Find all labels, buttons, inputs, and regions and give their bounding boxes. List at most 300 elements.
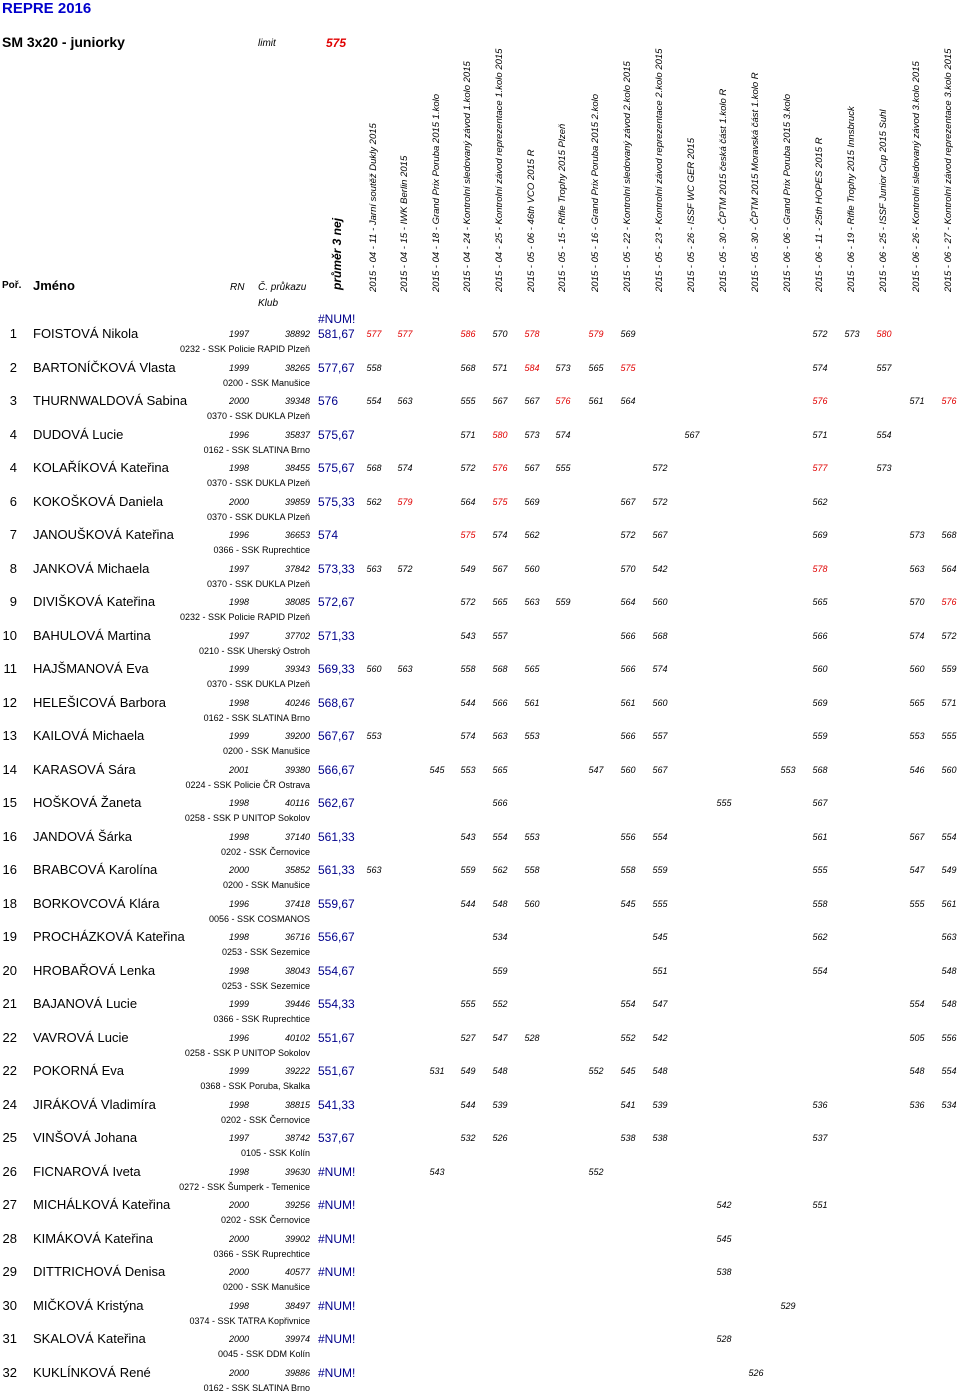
score-cell: 554 (876, 429, 892, 440)
score-cell: 560 (909, 664, 925, 674)
rank-cell: 11 (3, 661, 17, 676)
score-cell: 560 (366, 664, 382, 674)
athlete-name: BORKOVCOVÁ Klára (33, 895, 160, 911)
rank-cell: 6 (9, 493, 17, 509)
birth-year: 2000 (229, 1200, 250, 1210)
competition-header: 2015 - 05 - 15 - Rifle Trophy 2015 Plzeň (557, 123, 568, 292)
score-cell: 562 (366, 496, 382, 507)
score-cell: 565 (492, 597, 508, 607)
score-cell: 579 (588, 329, 604, 339)
competition-header: 2015 - 04 - 24 - Kontrolní sledovaný závod 1.kolo 2015 (462, 61, 473, 292)
score-cell: 560 (524, 898, 540, 909)
score-cell: 564 (620, 597, 636, 607)
athlete-name: VAVROVÁ Lucie (33, 1029, 129, 1045)
score-cell: 531 (429, 1066, 445, 1076)
score-cell: 563 (524, 597, 540, 607)
birth-year: 1997 (229, 329, 250, 339)
card-number: 38742 (285, 1133, 311, 1143)
birth-year: 1999 (229, 664, 250, 674)
birth-year: 1997 (229, 630, 250, 641)
score-cell: 558 (812, 898, 828, 909)
score-cell: 561 (620, 697, 636, 708)
score-cell: 553 (909, 731, 925, 741)
score-cell: 555 (716, 798, 732, 808)
score-cell: 539 (652, 1099, 668, 1110)
score-cell: 574 (460, 731, 476, 741)
score-cell: 558 (524, 865, 540, 875)
athlete-name: KUKLÍNKOVÁ René (33, 1364, 151, 1380)
club-name: 0162 - SSK SLATINA Brno (203, 1382, 310, 1393)
rank-cell: 20 (2, 962, 17, 978)
limit-label: limit (258, 38, 276, 49)
average-score: 575,67 (318, 461, 355, 475)
score-cell: 553 (524, 831, 540, 842)
score-cell: 536 (909, 1099, 925, 1110)
score-cell: 528 (524, 1032, 540, 1043)
rank-cell: 31 (2, 1331, 17, 1346)
average-score: 537,67 (318, 1131, 355, 1145)
average-score: 562,67 (318, 796, 355, 810)
rank-cell: 21 (2, 996, 17, 1011)
athlete-name: BARTONÍČKOVÁ Vlasta (33, 359, 176, 375)
average-score: 551,67 (318, 1030, 355, 1045)
birth-year: 1996 (229, 530, 250, 540)
score-cell: 548 (941, 965, 957, 976)
card-number: 39343 (285, 664, 311, 674)
score-cell: 572 (941, 630, 957, 641)
average-score: 567,67 (318, 729, 355, 743)
score-cell: 569 (812, 530, 828, 540)
club-name: 0368 - SSK Poruba, Skalka (200, 1081, 310, 1091)
score-cell: 528 (716, 1334, 732, 1344)
birth-year: 1996 (229, 429, 250, 440)
rank-cell: 16 (2, 828, 17, 844)
club-name: 0200 - SSK Manušice (222, 1282, 310, 1292)
club-name: 0253 - SSK Sezemice (221, 980, 310, 991)
card-number: 39886 (285, 1367, 311, 1378)
average-score: 572,67 (318, 595, 355, 609)
card-number: 39974 (285, 1334, 311, 1344)
score-cell: 565 (812, 597, 828, 607)
score-cell: 580 (876, 329, 892, 339)
club-name: 0232 - SSK Policie RAPID Plzeň (179, 612, 310, 622)
club-name: 0272 - SSK Šumperk - Temenice (179, 1181, 310, 1192)
athlete-name: POKORNÁ Eva (33, 1063, 125, 1078)
score-cell: 532 (460, 1133, 476, 1143)
rank-cell: 16 (2, 862, 17, 877)
rank-cell: 4 (9, 426, 17, 442)
card-number: 36653 (285, 530, 311, 540)
club-name: 0045 - SSK DDM Kolín (217, 1349, 310, 1359)
score-cell: 584 (524, 362, 540, 373)
score-cell: 534 (941, 1099, 957, 1110)
score-cell: 573 (844, 329, 860, 339)
score-cell: 567 (492, 563, 508, 574)
score-cell: 538 (716, 1267, 732, 1277)
average-score: #NUM! (318, 1198, 356, 1212)
club-name: 0370 - SSK DUKLA Plzeň (206, 478, 310, 488)
rank-cell: 18 (2, 895, 17, 911)
birth-year: 2000 (229, 1367, 250, 1378)
score-cell: 558 (460, 664, 476, 674)
score-cell: 567 (620, 496, 636, 507)
score-cell: 557 (492, 630, 508, 641)
score-cell: 564 (620, 396, 636, 406)
birth-year: 2000 (229, 396, 250, 406)
athlete-name: HELEŠICOVÁ Barbora (33, 694, 166, 710)
rank-cell: 30 (2, 1297, 17, 1313)
card-number: 40102 (285, 1032, 311, 1043)
score-cell: 555 (909, 898, 925, 909)
athlete-name: MICHÁLKOVÁ Kateřina (33, 1197, 171, 1212)
card-number: 37140 (285, 831, 311, 842)
rank-cell: 10 (2, 627, 17, 643)
score-cell: 563 (941, 932, 957, 942)
rank-cell: 32 (2, 1364, 17, 1380)
score-cell: 567 (812, 798, 828, 808)
competition-header: 2015 - 04 - 18 - Grand Prix Poruba 2015 1.kolo (431, 93, 442, 292)
birth-year: 1998 (229, 1166, 250, 1177)
subtitle: SM 3x20 - juniorky (2, 34, 125, 50)
athlete-name: BAHULOVÁ Martina (33, 627, 151, 643)
score-cell: 569 (620, 329, 636, 339)
score-cell: 568 (366, 463, 382, 473)
birth-year: 1998 (229, 597, 250, 607)
rank-cell: 2 (9, 359, 17, 375)
birth-year: 1999 (229, 999, 250, 1009)
score-cell: 554 (941, 831, 957, 842)
score-cell: 572 (620, 530, 636, 540)
club-name: 0056 - SSK COSMANOS (208, 913, 310, 924)
rank-cell: 3 (9, 393, 17, 408)
rank-cell: 8 (9, 560, 17, 576)
birth-year: 2000 (229, 865, 250, 875)
card-number: 38892 (285, 329, 311, 339)
score-cell: 554 (492, 831, 508, 842)
score-cell: 576 (941, 597, 957, 607)
birth-year: 1999 (229, 1066, 250, 1076)
score-cell: 526 (492, 1133, 508, 1143)
card-number: 39348 (285, 396, 311, 406)
birth-year: 2000 (229, 1267, 250, 1277)
birth-year: 1997 (229, 563, 250, 574)
birth-year: 1998 (229, 1300, 250, 1311)
card-number: 39630 (285, 1166, 311, 1177)
card-number: 38497 (285, 1300, 311, 1311)
score-cell: 567 (652, 530, 668, 540)
competition-header: 2015 - 06 - 25 - ISSF Junior Cup 2015 Suhl (878, 109, 889, 292)
score-cell: 556 (941, 1032, 957, 1043)
card-number: 38265 (285, 362, 311, 373)
score-cell: 541 (620, 1099, 636, 1110)
score-cell: 574 (492, 530, 508, 540)
score-cell: 545 (620, 1066, 636, 1076)
score-cell: 548 (492, 1066, 508, 1076)
rank-cell: 25 (2, 1130, 17, 1145)
score-cell: 547 (492, 1032, 508, 1043)
average-score: #NUM! (318, 1265, 356, 1279)
score-cell: 572 (652, 463, 668, 473)
average-score: 576 (318, 394, 339, 408)
card-number: 39859 (285, 496, 311, 507)
score-cell: 547 (652, 999, 668, 1009)
average-score: #NUM! (318, 1365, 356, 1380)
score-cell: 571 (492, 362, 508, 373)
score-cell: 559 (812, 731, 828, 741)
score-cell: 563 (397, 664, 413, 674)
score-cell: 565 (492, 764, 508, 775)
card-number: 39380 (285, 764, 311, 775)
score-cell: 567 (524, 463, 540, 473)
birth-year: 2000 (229, 496, 250, 507)
club-name: 0200 - SSK Manušice (222, 377, 310, 388)
score-cell: 566 (620, 630, 636, 641)
birth-year: 1998 (229, 932, 250, 942)
card-number: 40116 (285, 798, 310, 808)
rank-cell: 19 (2, 929, 17, 944)
athlete-name: JANDOVÁ Šárka (33, 828, 132, 844)
average-score: 541,33 (318, 1097, 355, 1112)
score-cell: 551 (652, 965, 668, 976)
rank-cell: 1 (9, 326, 17, 341)
average-score: #NUM! (318, 1231, 356, 1246)
score-cell: 571 (941, 697, 957, 708)
score-cell: 561 (941, 898, 957, 909)
score-cell: 551 (812, 1200, 828, 1210)
header-average: průměr 3 nej (330, 217, 344, 290)
birth-year: 1999 (229, 731, 250, 741)
club-name: 0366 - SSK Ruprechtice (213, 1248, 310, 1259)
card-number: 35852 (285, 865, 311, 875)
score-cell: 554 (812, 965, 828, 976)
score-cell: 566 (620, 731, 636, 741)
card-number: 36716 (285, 932, 311, 942)
competition-header: 2015 - 05 - 22 - Kontrolní sledovaný závod 2.kolo 2015 (622, 61, 633, 292)
athlete-name: SKALOVÁ Kateřina (33, 1331, 146, 1346)
score-cell: 566 (812, 630, 828, 641)
club-name: 0258 - SSK P UNITOP Sokolov (184, 813, 310, 823)
score-cell: 572 (812, 329, 828, 339)
score-cell: 567 (909, 831, 925, 842)
score-cell: 554 (652, 831, 668, 842)
score-cell: 572 (652, 496, 668, 507)
birth-year: 1999 (229, 362, 250, 373)
score-cell: 560 (620, 764, 636, 775)
club-name: 0253 - SSK Sezemice (221, 947, 310, 957)
average-score: 554,33 (318, 997, 355, 1011)
athlete-name: HROBAŘOVÁ Lenka (33, 962, 156, 978)
score-cell: 557 (652, 731, 668, 741)
card-number: 38085 (285, 597, 311, 607)
rank-cell: 15 (2, 795, 17, 810)
score-cell: 542 (652, 1032, 668, 1043)
score-cell: 571 (909, 396, 925, 406)
score-cell: 553 (460, 764, 476, 775)
score-cell: 545 (652, 932, 668, 942)
score-cell: 567 (492, 396, 508, 406)
score-cell: 563 (366, 563, 382, 574)
athlete-name: JANOUŠKOVÁ Kateřina (33, 527, 174, 542)
score-cell: 577 (366, 329, 382, 339)
score-cell: 560 (941, 764, 957, 775)
score-cell: 536 (812, 1099, 828, 1110)
average-score: 569,33 (318, 662, 355, 676)
score-cell: 572 (460, 463, 476, 473)
score-cell: 562 (492, 865, 508, 875)
score-cell: 574 (652, 664, 668, 674)
score-cell: 577 (397, 329, 413, 339)
average-score: 556,67 (318, 930, 355, 944)
athlete-name: KAILOVÁ Michaela (33, 728, 145, 743)
birth-year: 1997 (229, 1133, 250, 1143)
score-cell: 546 (909, 764, 925, 775)
athlete-name: MIČKOVÁ Kristýna (33, 1297, 144, 1313)
birth-year: 2001 (229, 764, 250, 775)
card-number: 39200 (285, 731, 311, 741)
score-cell: 545 (716, 1233, 732, 1244)
rank-cell: 7 (9, 527, 17, 542)
score-cell: 552 (492, 999, 508, 1009)
average-score: #NUM! (318, 1332, 356, 1346)
athlete-name: FOISTOVÁ Nikola (33, 326, 139, 341)
score-cell: 563 (492, 731, 508, 741)
score-cell: 561 (524, 697, 540, 708)
athlete-name: DIVIŠKOVÁ Kateřina (33, 594, 156, 609)
score-cell: 576 (555, 396, 571, 406)
score-cell: 559 (555, 597, 571, 607)
card-number: 37702 (285, 630, 311, 641)
score-cell: 565 (909, 697, 925, 708)
score-cell: 569 (524, 496, 540, 507)
club-name: 0105 - SSK Kolín (240, 1148, 310, 1158)
rank-cell: 24 (2, 1096, 17, 1112)
competition-header: 2015 - 05 - 06 - 46th VCO 2015 R (526, 149, 537, 292)
birth-year: 1998 (229, 1099, 250, 1110)
birth-year: 1998 (229, 965, 250, 976)
score-cell: 542 (652, 563, 668, 574)
athlete-name: VINŠOVÁ Johana (33, 1130, 138, 1145)
score-cell: 574 (397, 463, 413, 473)
score-cell: 505 (909, 1032, 925, 1043)
score-cell: 553 (524, 731, 540, 741)
athlete-name: JANKOVÁ Michaela (33, 560, 150, 576)
score-cell: 575 (492, 496, 508, 507)
average-score: 571,33 (318, 628, 355, 643)
club-name: 0370 - SSK DUKLA Plzeň (206, 411, 310, 421)
athlete-name: HAJŠMANOVÁ Eva (33, 661, 149, 676)
score-cell: 543 (460, 831, 476, 842)
club-name: 0200 - SSK Manušice (222, 746, 310, 756)
score-cell: 586 (460, 329, 476, 339)
score-cell: 545 (429, 764, 445, 775)
score-cell: 571 (460, 429, 476, 440)
club-name: 0202 - SSK Černovice (220, 846, 310, 857)
birth-year: 1998 (229, 697, 250, 708)
club-name: 0370 - SSK DUKLA Plzeň (206, 511, 310, 522)
athlete-name: HOŠKOVÁ Žaneta (33, 795, 142, 810)
score-cell: 549 (941, 865, 957, 875)
score-cell: 548 (909, 1066, 925, 1076)
rank-cell: 28 (2, 1230, 17, 1246)
score-cell: 570 (492, 329, 508, 339)
score-cell: 543 (429, 1166, 445, 1177)
score-cell: 573 (524, 429, 540, 440)
score-cell: 558 (620, 865, 636, 875)
rank-cell: 22 (2, 1063, 17, 1078)
rank-cell: 26 (2, 1163, 17, 1179)
club-name: 0210 - SSK Uherský Ostroh (198, 645, 310, 656)
score-cell: 538 (652, 1133, 668, 1143)
average-score: 566,67 (318, 762, 355, 777)
score-cell: 564 (460, 496, 476, 507)
club-name: 0258 - SSK P UNITOP Sokolov (184, 1047, 310, 1058)
score-cell: 555 (460, 999, 476, 1009)
birth-year: 1996 (229, 1032, 250, 1043)
score-cell: 578 (524, 329, 540, 339)
score-cell: 559 (492, 965, 508, 976)
score-cell: 559 (652, 865, 668, 875)
score-cell: 561 (588, 396, 604, 406)
athlete-name: PROCHÁZKOVÁ Kateřina (33, 929, 185, 944)
competition-header: 2015 - 05 - 30 - ČPTM 2015 Moravská část 1.kolo R (750, 72, 761, 292)
average-score: 554,67 (318, 963, 355, 978)
score-cell: 559 (941, 664, 957, 674)
average-score: 561,33 (318, 829, 355, 844)
score-cell: 543 (460, 630, 476, 641)
score-cell: 565 (524, 664, 540, 674)
score-cell: 544 (460, 1099, 476, 1110)
rank-cell: 29 (2, 1264, 17, 1279)
score-cell: 552 (620, 1032, 636, 1043)
card-number: 39222 (285, 1066, 311, 1076)
score-cell: 568 (492, 664, 508, 674)
card-number: 38455 (285, 463, 311, 473)
score-cell: 561 (812, 831, 828, 842)
club-name: 0162 - SSK SLATINA Brno (203, 712, 310, 723)
athlete-name: DITTRICHOVÁ Denisa (33, 1264, 166, 1279)
score-cell: 566 (620, 664, 636, 674)
rank-cell: 27 (2, 1197, 17, 1212)
rank-cell: 22 (2, 1029, 17, 1045)
competition-header: 2015 - 04 - 15 - IWK Berlin 2015 (399, 155, 410, 292)
score-cell: 574 (555, 429, 571, 440)
competition-header: 2015 - 06 - 27 - Kontrolní závod reprezentace 3.kolo 2015 (943, 48, 954, 292)
header-name: Jméno (33, 278, 75, 293)
birth-year: 1998 (229, 463, 250, 473)
score-cell: 554 (909, 999, 925, 1009)
competition-header: 2015 - 05 - 16 - Grand Prix Poruba 2015 2.kolo (590, 93, 601, 292)
club-name: 0200 - SSK Manušice (222, 880, 310, 890)
score-cell: 555 (941, 731, 957, 741)
score-cell: 547 (909, 865, 925, 875)
score-cell: 569 (812, 697, 828, 708)
header-club: Klub (258, 298, 279, 309)
card-number: 38043 (285, 965, 311, 976)
club-name: 0232 - SSK Policie RAPID Plzeň (179, 344, 310, 354)
score-cell: 572 (397, 563, 413, 574)
average-score: 561,33 (318, 863, 355, 877)
score-cell: 553 (780, 764, 796, 775)
card-number: 37842 (285, 563, 311, 574)
header-rank: Poř. (2, 280, 22, 291)
score-cell: 534 (492, 932, 508, 942)
header-rn: RN (230, 282, 245, 293)
score-cell: 570 (620, 563, 636, 574)
athlete-name: DUDOVÁ Lucie (33, 426, 124, 442)
athlete-name: BAJANOVÁ Lucie (33, 996, 138, 1011)
average-score: 581,67 (318, 327, 355, 341)
score-cell: 555 (460, 396, 476, 406)
